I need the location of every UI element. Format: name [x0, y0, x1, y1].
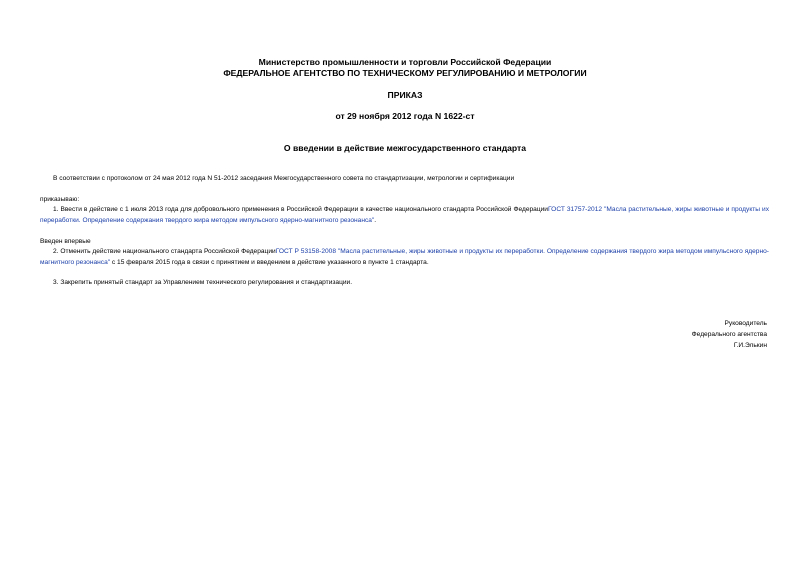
item-1-text: 1. Ввести в действие с 1 июля 2013 года для добровольного применения в Российской Федерации в качестве национального стандарта Российской Федерации	[53, 206, 548, 213]
introduced-first-note: Введен впервые	[40, 238, 91, 245]
document-date-number: от 29 ноября 2012 года N 1622-ст	[335, 111, 475, 121]
preamble-paragraph: В соответствии с протоколом от 24 мая 2012 года N 51-2012 заседания Межгосударственного совета по стандартизации, метрологии и сертификации	[53, 175, 515, 182]
item-3-paragraph: 3. Закрепить принятый стандарт за Управлением технического регулирования и стандартизации.	[53, 279, 353, 286]
item-2-text: 2. Отменить действие национального стандарта Российской Федерации	[53, 248, 276, 255]
signatory-position-line-2: Федерального агентства	[691, 331, 767, 338]
item-2-paragraph	[40, 246, 769, 268]
document-type: ПРИКАЗ	[387, 90, 423, 100]
order-word: приказываю:	[40, 196, 80, 203]
item-2-suffix: с 15 февраля 2015 года в связи с принятием и введением в действие указанного в пункте 1 стандарта.	[110, 259, 429, 266]
item-1-paragraph	[40, 204, 769, 226]
gost-31757-2012-link[interactable]: ГОСТ 31757-2012 "Масла растительные, жиры животные и продукты их переработки. Определение содержания твердого жира методом импульсного ядерно-магнитного резонанса"	[40, 206, 769, 224]
document-title: О введении в действие межгосударственного стандарта	[283, 143, 527, 153]
item-1-suffix: .	[374, 217, 377, 224]
agency-name: ФЕДЕРАЛЬНОЕ АГЕНТСТВО ПО ТЕХНИЧЕСКОМУ РЕГУЛИРОВАНИЮ И МЕТРОЛОГИИ	[223, 68, 587, 78]
gost-r-53158-2008-link[interactable]: ГОСТ Р 53158-2008 "Масла растительные, жиры животные и продукты их переработки. Определение содержания твердого жира методом импульсного ядерно-магнитного резонанса"	[40, 248, 769, 266]
signatory-name: Г.И.Элькин	[733, 342, 767, 349]
ministry-name: Министерство промышленности и торговли Российской Федерации	[258, 57, 552, 67]
signatory-position-line-1: Руководитель	[724, 320, 767, 327]
